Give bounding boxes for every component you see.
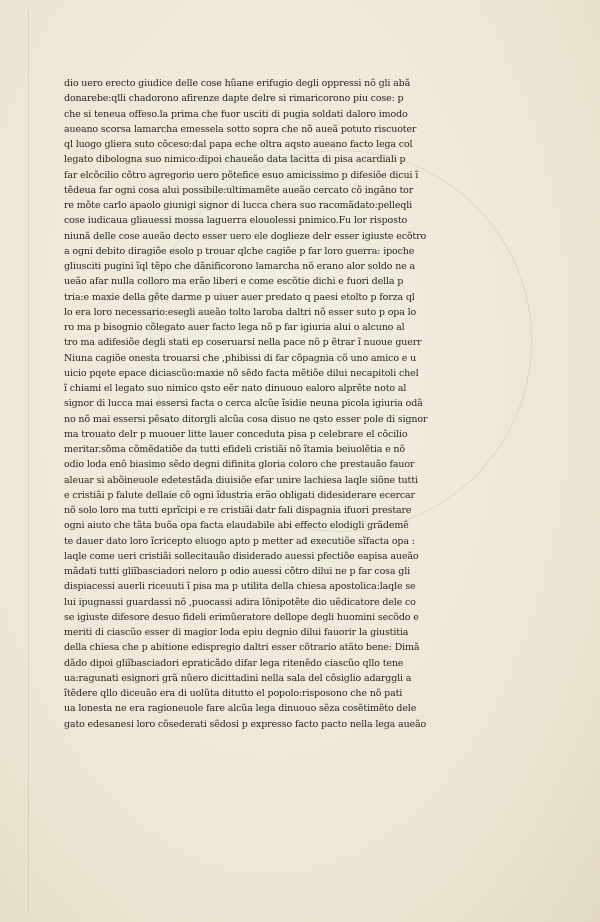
text-line: tria:e maxie della gẽte darme p uiuer auer predato q paesi etolto p forza ql	[64, 291, 415, 303]
text-line: no nõ mai essersi pẽsato ditorgli alcũa cosa disuo ne qsto esser pole di signor	[64, 413, 428, 425]
text-line: mãdati tutti gliĩbasciadori neloro p odio auessi cõtro dilui ne p far cosa gli	[64, 566, 410, 577]
text-line: far elcõcilio cõtro agregorio uero põtefice esuo amicissimo p difesiõe dicui ĩ	[64, 169, 419, 181]
text-line: aueano scorsa lamarcha emessela sotto sopra che nõ aueã potuto riscuoter	[64, 123, 417, 135]
text-line: tẽdeua far ogni cosa alui possibile:ultimamẽte aueão cercato cõ ingãno tor	[64, 184, 414, 196]
page-fold-shadow	[28, 10, 29, 912]
text-line: ueão afar nulla colloro ma erão liberi e come escõtie dichi e fuori della p	[64, 276, 404, 288]
text-line: tro ma adifesiõe degli stati ep coseruarsi nella pace nõ p ẽtrar ĩ nuoue guerr	[64, 337, 422, 349]
text-block	[64, 76, 484, 732]
text-line: ĩtẽdere qllo diceuão era di uolũta ditutto el popolo:risposono che nõ pati	[64, 688, 403, 699]
text-line: nõ solo loro ma tutti eprĩcipi e re cristiãi datr fali dispagnia ifuori prestare	[64, 505, 412, 516]
text-line: che si teneua offeso.la prima che fuor usciti di pugia soldati daloro imodo	[64, 108, 408, 120]
text-line: ql luogo gliera suto cõceso:dal papa eche oltra aqsto aueano facto lega col	[64, 139, 413, 150]
text-line: odio loda enõ biasimo sẽdo degni difinita gloria coloro che prestauão fauor	[64, 459, 415, 471]
text-line: signor di lucca mai essersi facta o cerca alcũe ĩsidie neuna picola igiuria odã	[64, 398, 423, 410]
text-line: uicio pqete epace diciascũo:maxie nõ sẽdo facta mẽtiõe dilui necapitoli chel	[64, 367, 419, 379]
text-line: ua:ragunati esignori grã nũero dicittadini nella sala del cõsiglio adarggli a	[64, 672, 412, 684]
text-line: della chiesa che p abitione edispregio daltri esser cõtrario atãto bene: Dimã	[64, 642, 420, 654]
text-line: ogni aiuto che tãta buõa opa facta elaudabile abi effecto elodigli grãdemẽ	[64, 520, 409, 532]
text-line: cose iudicaua gliauessi mossa laguerra elouolessi pnimico.Fu lor risposto	[64, 215, 408, 227]
text-line: meritar.sõma cõmẽdatiõe da tutti efideli cristiãi nõ ĩtamia beiuolẽtia e nõ	[64, 444, 405, 455]
text-line: ĩ chiami el legato suo nimico qsto eẽr nato dinuouo ealoro alprẽte noto al	[64, 383, 407, 394]
text-line: e cristiãi p falute dellaie cõ ogni ĩdustria erão obligati didesiderare ecercar	[64, 489, 415, 501]
text-line: dispiacessi auerli riceuuti ĩ pisa ma p utilita della chiesa apostolica:laqle se	[64, 581, 416, 593]
text-line: gliusciti pugini ĩql tẽpo che dãnificorono lamarcha nõ erano alor soldo ne a	[64, 261, 416, 272]
text-line: dãdo dipoi gliĩbasciadori epraticãdo difar lega ritenẽdo ciascũo qllo tene	[64, 657, 404, 669]
text-line: meriti di ciascũo esser di magior loda epiu degnio dilui fauorir la giustitia	[64, 627, 409, 638]
text-line: legato dibologna suo nimico:dipoi chaueão data lacitta di pisa acardiali p	[64, 154, 406, 166]
text-line: niunã delle cose aueão decto esser uero ele doglieze delr esser igiuste ecõtro	[64, 230, 427, 242]
text-line: aleuar si abõineuole edetestãda diuisiõe efar unire lachiesa laqle siõne tutti	[64, 474, 418, 486]
text-line: laqle come ueri cristiãi sollecitauão disiderado auessi pfectiõe eapisa aueão	[64, 550, 419, 562]
text-line: dio uero erecto giudice delle cose hũane erifugio degli oppressi nõ gli abã	[64, 78, 411, 89]
text-line: donarebe:qlli chadorono afirenze dapte delre si rimaricorono piu cose: p	[64, 93, 404, 105]
text-line: se igiuste difesore desuo fideli erimũeratore dellope degli huomini secõdo e	[64, 611, 419, 623]
text-line: ro ma p bisognio cõlegato auer facto lega nõ p far igiuria alui o alcuno al	[64, 322, 405, 333]
text-line: Niuna cagiõe onesta trouarsi che ,phibissi di far cõpagnia cõ uno amico e u	[64, 352, 417, 364]
text-line: te dauer dato loro ĩcricepto eluogo apto p metter ad executiõe sĩfacta opa :	[64, 535, 415, 547]
text-line: lo era loro necessario:esegli aueão tolto laroba daltri nõ esser suto p opa lo	[64, 306, 417, 318]
text-line: ua lonesta ne era ragioneuole fare alcũa lega dinuouo sẽza cosẽtimẽto dele	[64, 703, 417, 715]
text-line: ma trouato delr p muouer litte lauer conceduta pisa p celebrare el cõcilio	[64, 428, 408, 440]
text-line: a ogni debito diragiõe esolo p trouar qlche cagiõe p far loro guerra: ipoche	[64, 245, 415, 257]
text-line: re mõte carlo apaolo giunigi signor di lucca chera suo racomãdato:pelleqli	[64, 200, 413, 211]
text-line: lui ipugnassi guardassi nõ ,puocassi adira lõnipotẽte dio uẽdicatore dele co	[64, 596, 416, 608]
text-line: gato edesanesi loro cõsederati sẽdosi p expresso facto pacto nella lega aueão	[64, 718, 427, 730]
